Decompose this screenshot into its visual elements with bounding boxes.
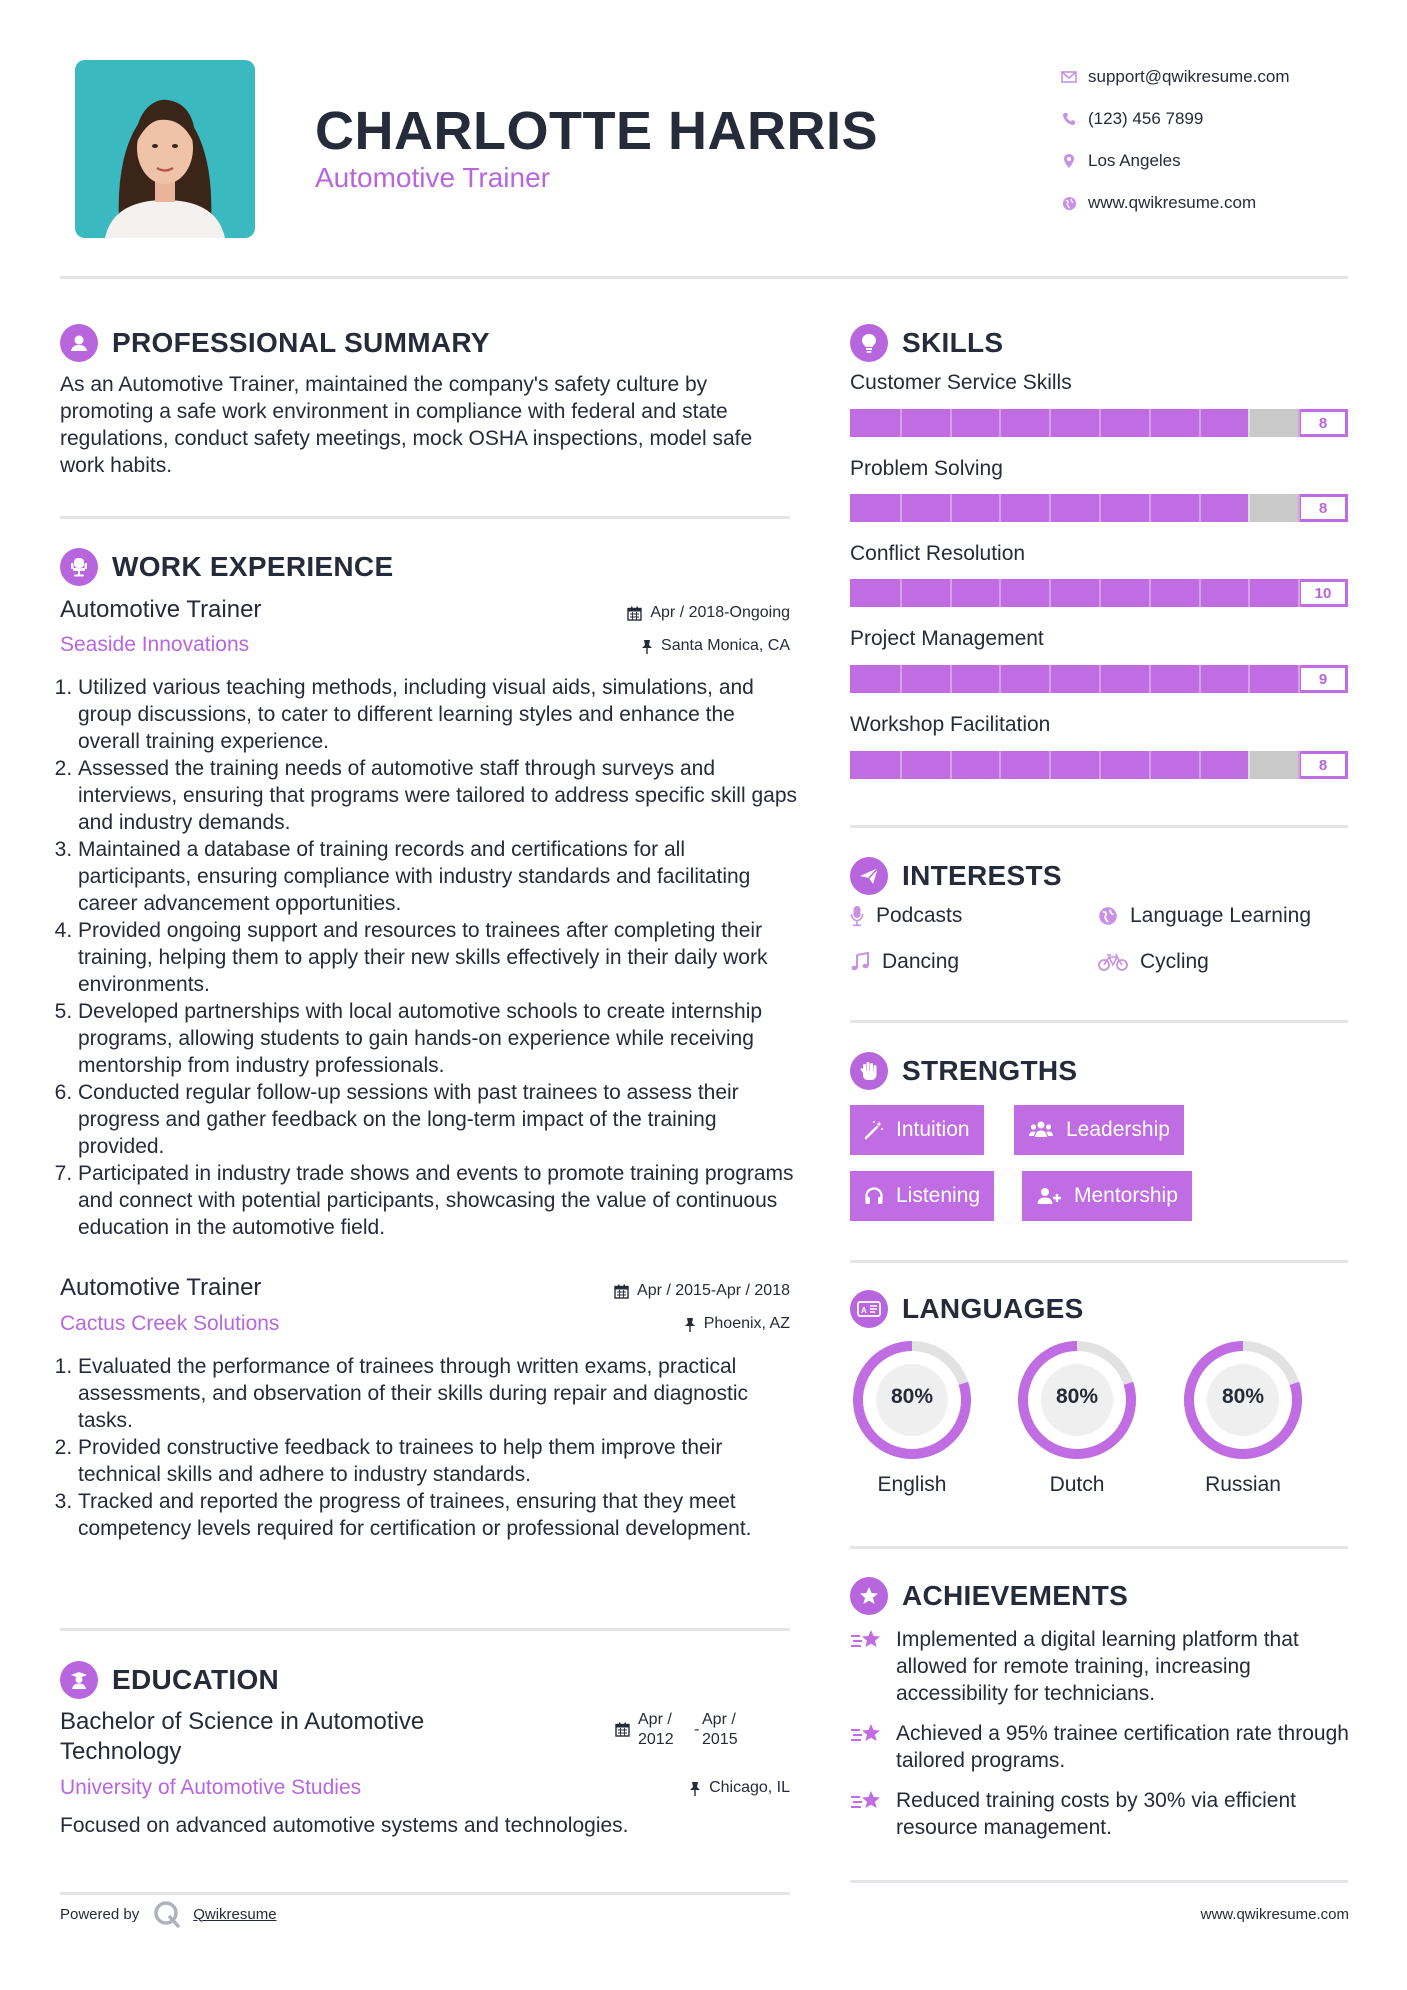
languages-divider [850, 1546, 1348, 1549]
strength-chip-leadership: Leadership [1014, 1105, 1184, 1155]
interest-cycling: Cycling [1098, 950, 1209, 974]
achievement-item: Implemented a digital learning platform that allowed for remote training, increasing accessibility for technicians. [850, 1626, 1350, 1707]
skill-bar-tick [1298, 579, 1300, 607]
strength-chip-mentorship: Mentorship [1022, 1171, 1192, 1221]
svg-text:A: A [861, 1306, 867, 1315]
achievements-divider [850, 1880, 1348, 1883]
skill-bar-tick [1248, 579, 1250, 607]
contact-location: Los Angeles [1050, 140, 1370, 182]
skill-name: Problem Solving [850, 457, 1003, 480]
education-divider [60, 1892, 790, 1895]
footer-powered-by: Powered by Qwikresume [60, 1900, 277, 1928]
language-name: Dutch [1049, 1473, 1105, 1496]
skill-level-badge: 10 [1298, 579, 1348, 607]
skill-bar-tick [1099, 494, 1101, 522]
interest-language-learning: Language Learning [1098, 904, 1311, 928]
languages-heading: A LANGUAGES [850, 1290, 1084, 1328]
skill-bar-tick [999, 494, 1001, 522]
music-note-icon [850, 952, 870, 972]
skill-bar-tick [1149, 409, 1151, 437]
interests-heading: INTERESTS [850, 857, 1062, 895]
skill-bar-tick [1099, 579, 1101, 607]
list-item: 3. Tracked and reported the progress of trainees, ensuring that they meet competency levels required for certification or professional development. [78, 1488, 798, 1542]
skill-bar-tick [1248, 665, 1250, 693]
list-item: 4. Provided ongoing support and resources to trainees after completing their training, helping them to apply their new skills effectively in their daily work environments. [78, 917, 798, 998]
graduate-icon [60, 1661, 98, 1699]
job-location: Santa Monica, CA [500, 637, 790, 655]
skill-bar-tick [1298, 665, 1300, 693]
shooting-star-icon [850, 1626, 896, 1707]
skill-bar-tick [900, 494, 902, 522]
location-pin-icon [1050, 153, 1088, 169]
language-ring-russian [1181, 1338, 1305, 1462]
list-item: 7. Participated in industry trade shows and events to promote training programs and connect with potential participants, showcasing the value of continuous education in the automotive field. [78, 1160, 798, 1241]
experience-heading: WORK EXPERIENCE [60, 548, 393, 586]
job-date: Apr / 2018-Ongoing [500, 604, 790, 622]
office-chair-icon [60, 548, 98, 586]
language-ring-english [850, 1338, 974, 1462]
language-ring-dutch [1015, 1338, 1139, 1462]
skill-bar-tick [999, 579, 1001, 607]
list-item: 5. Developed partnerships with local automotive schools to create internship programs, allowing students to gain hands-on experience while receiving mentorship from industry professionals. [78, 998, 798, 1079]
skill-bar-tick [999, 409, 1001, 437]
interest-dancing: Dancing [850, 950, 959, 974]
skill-name: Customer Service Skills [850, 371, 1072, 394]
bicycle-icon [1098, 953, 1128, 971]
hand-icon [850, 1052, 888, 1090]
language-percent: 80% [890, 1385, 934, 1408]
skill-bar-tick [950, 751, 952, 779]
skill-bar-tick [1149, 751, 1151, 779]
globe-icon [1098, 906, 1118, 926]
skill-bar-tick [1199, 665, 1201, 693]
list-item: 6. Conducted regular follow-up sessions with past trainees to assess their progress and gather feedback on the long-term impact of the training provided. [78, 1079, 798, 1160]
calendar-icon [627, 606, 642, 621]
skill-level-badge: 9 [1298, 665, 1348, 693]
job-title: Automotive Trainer [60, 596, 262, 623]
language-percent: 80% [1221, 1385, 1265, 1408]
list-item: 1. Utilized various teaching methods, including visual aids, simulations, and group discussions, to cater to different learning styles and enhance the overall training experience. [78, 674, 798, 755]
skills-heading: SKILLS [850, 324, 1003, 362]
skill-bar-fill [850, 665, 1298, 693]
pushpin-icon [684, 1317, 696, 1332]
qwikresume-logo-icon [153, 1900, 181, 1928]
job-date: Apr / 2015-Apr / 2018 [500, 1282, 790, 1300]
header-divider [60, 276, 1348, 279]
skill-bar-tick [950, 494, 952, 522]
skill-bar-tick [1049, 579, 1051, 607]
skill-bar-tick [900, 665, 902, 693]
strength-chip-intuition: Intuition [850, 1105, 984, 1155]
skill-bar [850, 579, 1348, 607]
skill-bar-tick [1298, 494, 1300, 522]
skill-bar-tick [1049, 494, 1051, 522]
job-location: Phoenix, AZ [500, 1315, 790, 1333]
headphones-icon [864, 1186, 884, 1206]
contact-website[interactable]: www.qwikresume.com [1050, 182, 1370, 224]
skill-bar-tick [1199, 494, 1201, 522]
skill-bar [850, 751, 1348, 779]
candidate-role: Automotive Trainer [315, 162, 550, 193]
skill-bar-tick [1099, 409, 1101, 437]
globe-icon [1050, 196, 1088, 211]
skill-bar-tick [999, 751, 1001, 779]
summary-text: As an Automotive Trainer, maintained the company's safety culture by promoting a safe work environment in compliance with federal and state regulations, conduct safety meetings, mock OSHA inspections, model safe work habits. [60, 373, 753, 477]
skill-bar-tick [1149, 579, 1151, 607]
skill-bar-tick [1199, 409, 1201, 437]
skill-bar-tick [1049, 409, 1051, 437]
skill-bar-tick [1199, 751, 1201, 779]
strengths-heading: STRENGTHS [850, 1052, 1077, 1090]
candidate-name: CHARLOTTE HARRIS [315, 101, 878, 161]
envelope-icon [1050, 71, 1088, 83]
skill-level-badge: 8 [1298, 409, 1348, 437]
skill-level-badge: 8 [1298, 494, 1348, 522]
strengths-divider [850, 1260, 1348, 1263]
skill-bar [850, 665, 1348, 693]
education-date: Apr / 2012 - Apr / 2015 [615, 1710, 738, 1750]
company-name: Cactus Creek Solutions [60, 1312, 280, 1335]
interest-podcasts: Podcasts [850, 904, 962, 928]
skill-bar-tick [950, 579, 952, 607]
company-name: Seaside Innovations [60, 633, 250, 656]
footer-website-link[interactable]: www.qwikresume.com [1200, 1906, 1349, 1923]
skill-bar [850, 409, 1348, 437]
phone-icon [1050, 112, 1088, 126]
skill-bar-tick [1199, 579, 1201, 607]
pushpin-icon [689, 1781, 701, 1796]
skill-bar-tick [1248, 751, 1250, 779]
skill-name: Workshop Facilitation [850, 713, 1051, 736]
skill-bar-tick [900, 409, 902, 437]
magic-wand-icon [864, 1120, 884, 1140]
skill-bar-tick [999, 665, 1001, 693]
skill-bar-tick [900, 579, 902, 607]
language-name: Russian [1205, 1473, 1281, 1496]
education-heading: EDUCATION [60, 1661, 279, 1699]
skill-bar-tick [1248, 409, 1250, 437]
skill-bar-tick [1049, 751, 1051, 779]
summary-heading: PROFESSIONAL SUMMARY [60, 324, 490, 362]
shooting-star-icon [850, 1720, 896, 1774]
achievement-item: Reduced training costs by 30% via efficient resource management. [850, 1787, 1350, 1841]
skill-bar-tick [1149, 665, 1151, 693]
summary-divider [60, 516, 790, 519]
contact-email[interactable]: support@qwikresume.com [1050, 56, 1370, 98]
users-icon [1028, 1120, 1054, 1140]
strength-chip-listening: Listening [850, 1171, 994, 1221]
list-item: 1. Evaluated the performance of trainees through written exams, practical assessments, and observation of their skills during repair and diagnostic tasks. [78, 1353, 798, 1434]
job-title: Automotive Trainer [60, 1274, 262, 1301]
contact-list [1050, 56, 1370, 224]
language-percent: 80% [1055, 1385, 1099, 1408]
language-name: English [877, 1473, 947, 1496]
list-item: 2. Provided constructive feedback to trainees to help them improve their technical skills and adhere to industry standards. [78, 1434, 798, 1488]
calendar-icon [614, 1284, 629, 1299]
skill-bar-tick [1149, 494, 1151, 522]
contact-phone[interactable]: (123) 456 7899 [1050, 98, 1370, 140]
interests-divider [850, 1020, 1348, 1023]
user-plus-icon [1036, 1186, 1062, 1206]
user-icon [60, 324, 98, 362]
skill-bar-tick [1298, 409, 1300, 437]
skill-name: Project Management [850, 627, 1044, 650]
paper-plane-icon [850, 857, 888, 895]
skill-bar [850, 494, 1348, 522]
shooting-star-icon [850, 1787, 896, 1841]
list-item: 3. Maintained a database of training records and certifications for all participants, ensuring compliance with industry standards and facilitating career advancement opportunities. [78, 836, 798, 917]
degree-title: Bachelor of Science in Automotive Technology [60, 1708, 425, 1765]
school-name: University of Automotive Studies [60, 1776, 362, 1799]
skill-bar-tick [1248, 494, 1250, 522]
skill-bar-tick [1298, 751, 1300, 779]
skill-bar-tick [900, 751, 902, 779]
skill-name: Conflict Resolution [850, 542, 1026, 565]
job-bullets [58, 674, 798, 1241]
experience-divider [60, 1628, 790, 1631]
star-badge-icon [850, 1577, 888, 1615]
language-card-icon [850, 1290, 888, 1328]
education-location: Chicago, IL [500, 1779, 790, 1797]
skills-divider [850, 825, 1348, 828]
education-description: Focused on advanced automotive systems and technologies. [60, 1814, 629, 1837]
lightbulb-icon [850, 324, 888, 362]
skill-bar-tick [1049, 665, 1051, 693]
microphone-icon [850, 905, 864, 927]
achievements-heading: ACHIEVEMENTS [850, 1577, 1128, 1615]
skill-bar-tick [950, 665, 952, 693]
pushpin-icon [641, 639, 653, 654]
list-item: 2. Assessed the training needs of automotive staff through surveys and interviews, ensuring that programs were tailored to address specific skill gaps and industry demands. [78, 755, 798, 836]
profile-photo [75, 60, 255, 238]
achievement-item: Achieved a 95% trainee certification rate through tailored programs. [850, 1720, 1350, 1774]
skill-level-badge: 8 [1298, 751, 1348, 779]
qwikresume-link[interactable]: Qwikresume [193, 1905, 277, 1923]
skill-bar-tick [1099, 751, 1101, 779]
skill-bar-tick [1099, 665, 1101, 693]
skill-bar-tick [950, 409, 952, 437]
job-bullets [58, 1353, 798, 1542]
calendar-icon [615, 1722, 630, 1737]
